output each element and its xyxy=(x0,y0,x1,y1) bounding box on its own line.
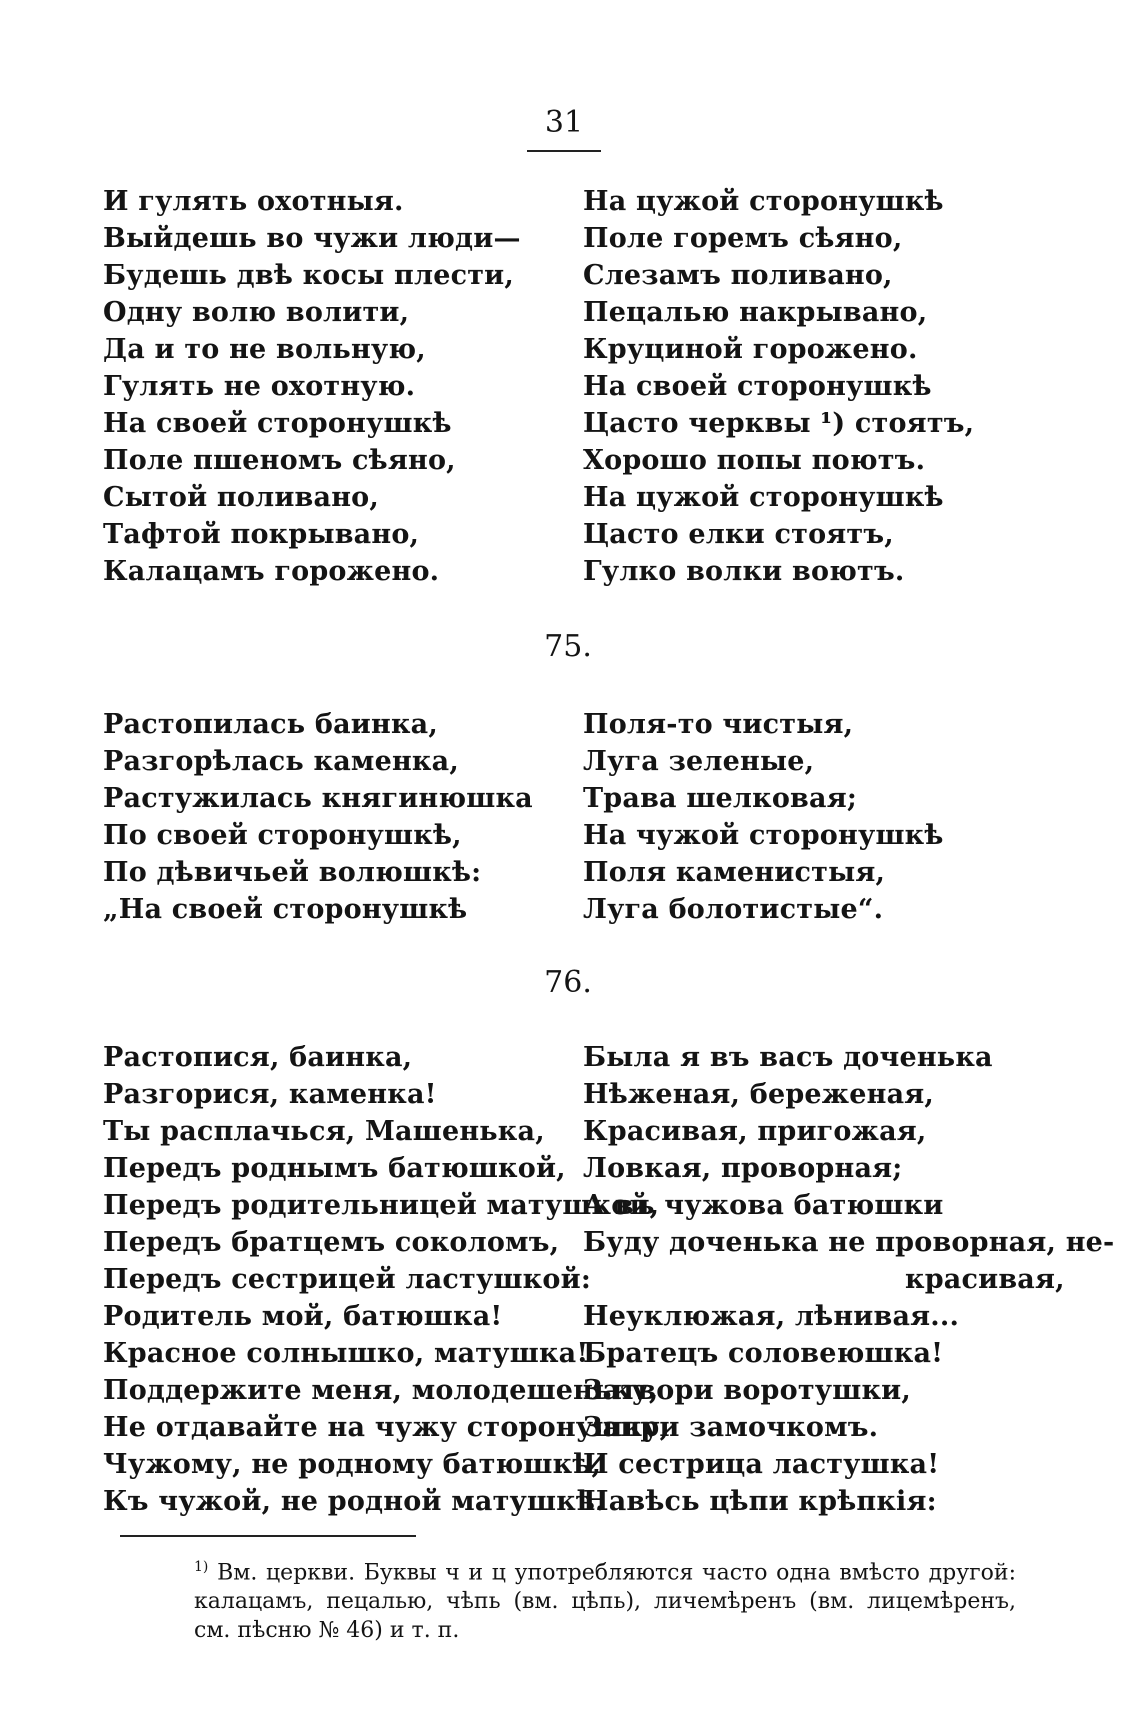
verse-line: Братецъ соловеюшка! xyxy=(583,1338,944,1369)
verse-line: Буду доченька не проворная, не- xyxy=(583,1227,1115,1258)
verse-line: Сытой поливано, xyxy=(103,482,379,513)
verse-line: Гулко волки воютъ. xyxy=(583,556,905,587)
verse-line: Калацамъ горожено. xyxy=(103,556,440,587)
verse-line: Ловкая, проворная; xyxy=(583,1153,903,1184)
verse-line: Поля-то чистыя, xyxy=(583,709,854,740)
verse-line: Выйдешь во чужи люди— xyxy=(103,223,521,254)
verse-line: Растужилась княгинюшка xyxy=(103,783,533,814)
verse-line: Трава шелковая; xyxy=(583,783,858,814)
page-number: 31 xyxy=(544,105,584,140)
verse-line: Пецалью накрывано, xyxy=(583,297,928,328)
verse-line: По дѣвичьей волюшкѣ: xyxy=(103,857,482,888)
verse-line: Разгорися, каменка! xyxy=(103,1079,437,1110)
verse-line: Была я въ васъ доченька xyxy=(583,1042,993,1073)
verse-line: На цужой сторонушкѣ xyxy=(583,186,944,217)
song-74-left-column xyxy=(103,183,521,590)
page-number-rule xyxy=(527,150,601,152)
verse-line: Затвори воротушки, xyxy=(583,1375,911,1406)
verse-line: Тафтой покрывано, xyxy=(103,519,420,550)
verse-line: Передъ роднымъ батюшкой, xyxy=(103,1153,566,1184)
verse-line: Ты расплачься, Машенька, xyxy=(103,1116,545,1147)
song-75-number: 75. xyxy=(544,629,592,664)
footnote-text: Вм. церкви. Буквы ч и ц употребляются часто одна вмѣсто другой: калацамъ, пецалью, чѣпь (вм. цѣпь), личемѣренъ (вм. лицемѣренъ, см. пѣсню № 46) и т. п. xyxy=(194,1560,1016,1644)
verse-line: Запри замочкомъ. xyxy=(583,1412,879,1443)
verse-line: И сестрица ластушка! xyxy=(583,1449,940,1480)
song-75-right-column xyxy=(583,706,944,928)
song-76-number: 76. xyxy=(544,965,592,1000)
footnote-marker: 1) xyxy=(194,1559,209,1575)
footnote-rule xyxy=(120,1535,416,1537)
verse-line: Передъ братцемъ соколомъ, xyxy=(103,1227,560,1258)
verse-line: Красное солнышко, матушка! xyxy=(103,1338,589,1369)
verse-line: И гулять охотныя. xyxy=(103,186,404,217)
verse-line: Навѣсь цѣпи крѣпкія: xyxy=(583,1486,937,1517)
verse-line: По своей сторонушкѣ, xyxy=(103,820,462,851)
verse-line: Поддержите меня, молодешеньку, xyxy=(103,1375,659,1406)
verse-line: Луга зеленые, xyxy=(583,746,815,777)
footnote xyxy=(104,1553,1016,1645)
verse-line: Луга болотистые“. xyxy=(583,894,884,925)
verse-line: Поле пшеномъ сѣяно, xyxy=(103,445,456,476)
verse-line: На своей сторонушкѣ xyxy=(583,371,932,402)
song-74-right-column xyxy=(583,183,974,590)
verse-line: А въ чужова батюшки xyxy=(583,1190,944,1221)
verse-line: Одну волю волити, xyxy=(103,297,410,328)
verse-line-continuation: красивая, xyxy=(905,1264,1065,1295)
verse-line: Хорошо попы поютъ. xyxy=(583,445,926,476)
verse-line: Цасто елки стоятъ, xyxy=(583,519,894,550)
verse-line: Не отдавайте на чужу сторонушку, xyxy=(103,1412,670,1443)
verse-line: Неуклюжая, лѣнивая... xyxy=(583,1301,960,1332)
verse-line: Цасто черквы ¹) стоятъ, xyxy=(583,408,975,439)
verse-line: Родитель мой, батюшка! xyxy=(103,1301,503,1332)
verse-line: Гулять не охотную. xyxy=(103,371,416,402)
verse-line: Поле горемъ сѣяно, xyxy=(583,223,903,254)
verse-line: „На своей сторонушкѣ xyxy=(103,894,468,925)
verse-line: Передъ родительницей матушкой, xyxy=(103,1190,660,1221)
verse-line: Растопися, баинка, xyxy=(103,1042,413,1073)
verse-line: Красивая, пригожая, xyxy=(583,1116,927,1147)
verse-line: Растопилась баинка, xyxy=(103,709,438,740)
verse-line: Разгорѣлась каменка, xyxy=(103,746,459,777)
verse-line: На своей сторонушкѣ xyxy=(103,408,452,439)
verse-line: Поля каменистыя, xyxy=(583,857,886,888)
verse-line: На чужой сторонушкѣ xyxy=(583,820,944,851)
verse-line: На цужой сторонушкѣ xyxy=(583,482,944,513)
verse-line: Будешь двѣ косы плести, xyxy=(103,260,514,291)
verse-line: Передъ сестрицей ластушкой: xyxy=(103,1264,591,1295)
verse-line: Чужому, не родному батюшкѣ, xyxy=(103,1449,602,1480)
verse-line: Къ чужой, не родной матушкѣ. xyxy=(103,1486,605,1517)
verse-line: Да и то не вольную, xyxy=(103,334,426,365)
song-76-right-column xyxy=(583,1039,1114,1520)
verse-line: Круциной горожено. xyxy=(583,334,918,365)
song-75-left-column xyxy=(103,706,533,928)
verse-line: Слезамъ поливано, xyxy=(583,260,893,291)
verse-line: Нѣженая, береженая, xyxy=(583,1079,935,1110)
